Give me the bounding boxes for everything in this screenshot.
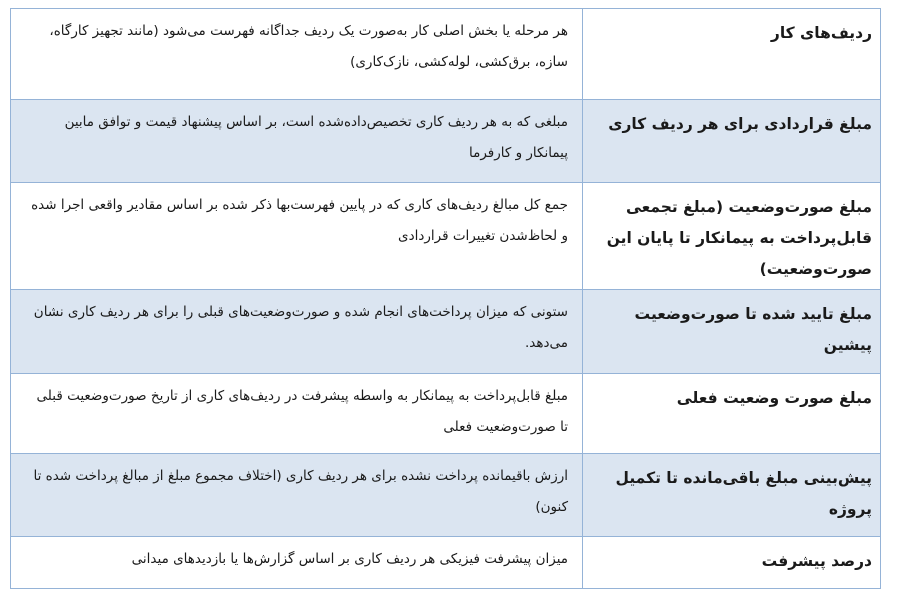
table-row [11, 454, 881, 537]
term-cell: مبلغ تایید شده تا صورت‌وضعیت پیشین [583, 290, 881, 374]
term-cell: ردیف‌های کار [583, 9, 881, 100]
term-cell: مبلغ صورت‌وضعیت (مبلغ تجمعی قابل‌پرداخت به پیمانکار تا پایان این صورت‌وضعیت) [583, 183, 881, 290]
description-cell: جمع کل مبالغ ردیف‌های کاری که در پایین فهرست‌بها ذکر شده بر اساس مقادیر واقعی اجرا شده و لحاظ‌شدن تغییرات قراردادی [11, 183, 583, 290]
description-cell: مبلغی که به هر ردیف کاری تخصیص‌داده‌شده است، بر اساس پیشنهاد قیمت و توافق مابین پیمانکار و کارفرما [11, 100, 583, 183]
term-cell: درصد پیشرفت [583, 537, 881, 589]
term-cell: مبلغ قراردادی برای هر ردیف کاری [583, 100, 881, 183]
table-row [11, 9, 881, 100]
table-row [11, 100, 881, 183]
table-row [11, 183, 881, 290]
table-row [11, 374, 881, 454]
description-cell: ارزش باقیمانده پرداخت نشده برای هر ردیف کاری (اختلاف مجموع مبلغ از مبالغ پرداخت شده تا کنون) [11, 454, 583, 537]
description-cell: ستونی که میزان پرداخت‌های انجام شده و صورت‌وضعیت‌های قبلی را برای هر ردیف کاری نشان می‌دهد. [11, 290, 583, 374]
table-row [11, 537, 881, 589]
term-cell: مبلغ صورت وضعیت فعلی [583, 374, 881, 454]
description-cell: میزان پیشرفت فیزیکی هر ردیف کاری بر اساس گزارش‌ها یا بازدیدهای میدانی [11, 537, 583, 589]
description-cell: مبلغ قابل‌پرداخت به پیمانکار به واسطه پیشرفت در ردیف‌های کاری از تاریخ صورت‌وضعیت قبلی تا صورت‌وضعیت فعلی [11, 374, 583, 454]
term-cell: پیش‌بینی مبلغ باقی‌مانده تا تکمیل پروژه [583, 454, 881, 537]
description-cell: هر مرحله یا بخش اصلی کار به‌صورت یک ردیف جداگانه فهرست می‌شود (مانند تجهیز کارگاه، سازه، برق‌کشی، لوله‌کشی، نازک‌کاری) [11, 9, 583, 100]
definitions-table [10, 8, 881, 589]
table-row [11, 290, 881, 374]
